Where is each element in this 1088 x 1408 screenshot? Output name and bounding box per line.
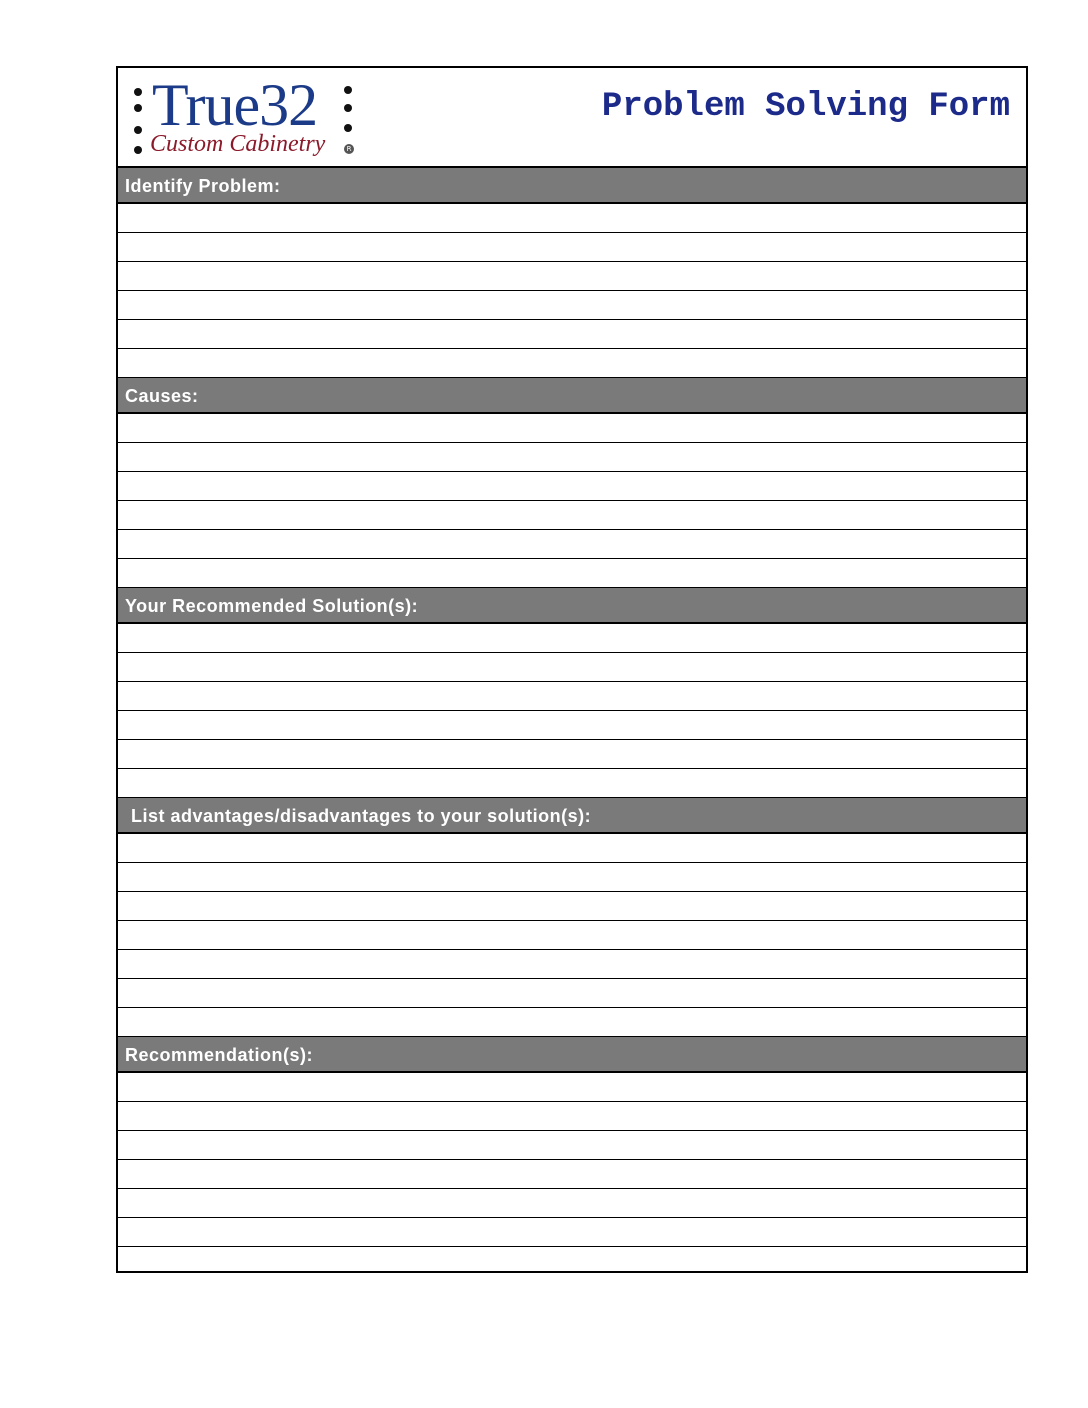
logo-dot [344,124,352,132]
write-in-line[interactable] [118,1189,1026,1218]
write-in-line[interactable] [118,682,1026,711]
logo-tagline: Custom Cabinetry [150,131,326,157]
write-in-line[interactable] [118,921,1026,950]
write-in-line[interactable] [118,443,1026,472]
registered-mark-icon: R [344,144,354,154]
form-sections [118,168,1026,1276]
section-heading: List advantages/disadvantages to your solution(s): [118,798,1026,834]
write-in-line[interactable] [118,233,1026,262]
logo-dot [134,104,142,112]
write-in-line[interactable] [118,530,1026,559]
write-in-line[interactable] [118,1218,1026,1247]
write-in-line[interactable] [118,1247,1026,1276]
write-in-line[interactable] [118,320,1026,349]
write-in-line[interactable] [118,349,1026,378]
write-in-line[interactable] [118,501,1026,530]
write-in-line[interactable] [118,624,1026,653]
write-in-line[interactable] [118,204,1026,233]
write-in-line[interactable] [118,1008,1026,1037]
true32-logo [130,74,360,162]
write-in-line[interactable] [118,559,1026,588]
write-in-line[interactable] [118,950,1026,979]
form-header [118,68,1026,168]
write-in-line[interactable] [118,653,1026,682]
problem-solving-form [116,66,1028,1273]
logo-dot [134,88,142,96]
write-in-line[interactable] [118,1102,1026,1131]
write-in-line[interactable] [118,414,1026,443]
form-title: Problem Solving Form [601,88,1010,126]
section-heading: Causes: [118,378,1026,414]
write-in-line[interactable] [118,472,1026,501]
logo-wordmark: True32 [152,72,318,138]
write-in-line[interactable] [118,262,1026,291]
write-in-line[interactable] [118,711,1026,740]
section-heading: Recommendation(s): [118,1037,1026,1073]
section-heading: Identify Problem: [118,168,1026,204]
logo-dot [134,146,142,154]
write-in-line[interactable] [118,1073,1026,1102]
logo-dot [134,126,142,134]
write-in-line[interactable] [118,740,1026,769]
write-in-line[interactable] [118,291,1026,320]
write-in-line[interactable] [118,1160,1026,1189]
write-in-line[interactable] [118,979,1026,1008]
write-in-line[interactable] [118,769,1026,798]
section-heading: Your Recommended Solution(s): [118,588,1026,624]
write-in-line[interactable] [118,1131,1026,1160]
write-in-line[interactable] [118,834,1026,863]
logo-dot [344,86,352,94]
logo-dot [344,104,352,112]
write-in-line[interactable] [118,892,1026,921]
write-in-line[interactable] [118,863,1026,892]
